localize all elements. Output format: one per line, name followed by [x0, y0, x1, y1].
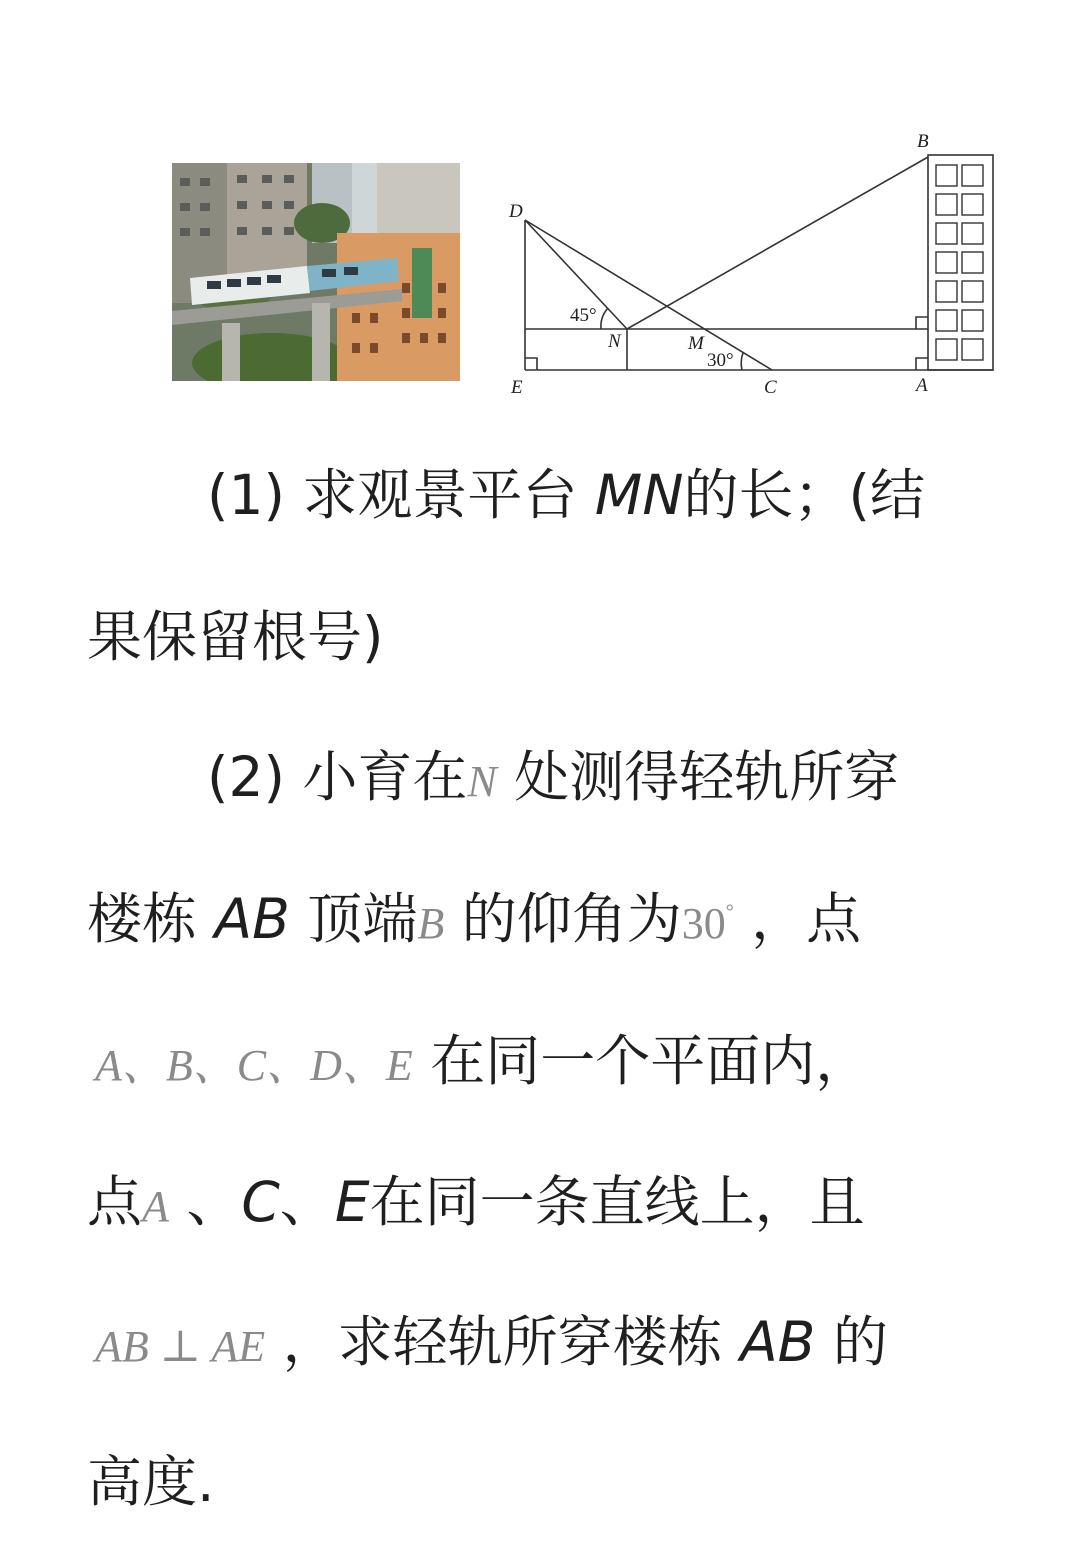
question-2-line-3: [95, 1029, 1080, 1093]
label-point-M: M: [688, 333, 704, 354]
label-point-A: A: [916, 375, 928, 396]
label-point-B: B: [917, 131, 929, 152]
q2-line3-text: 在同一个平面内，: [412, 1029, 871, 1093]
q1-MN: MN: [594, 463, 684, 527]
geometry-diagram: [500, 125, 1020, 405]
label-angle-30: 30°: [707, 350, 734, 371]
q2-line5-a: ，求轻轨所穿楼栋: [265, 1310, 741, 1374]
q2-line4-a: 点: [87, 1170, 143, 1234]
question-2-line-4: [87, 1170, 1080, 1234]
q2-line2-c: 的仰角为: [444, 887, 682, 951]
q2-line2-degree: °: [725, 901, 734, 923]
q2-line2-a: 楼栋: [87, 887, 215, 951]
question-2-line-2: [87, 887, 1080, 951]
label-point-C: C: [764, 377, 777, 398]
q2-line4-d: 在同一条直线上，且: [369, 1170, 865, 1234]
q2-line4-C: C: [241, 1170, 280, 1234]
q2-line4-A: A: [142, 1182, 169, 1231]
label-point-D: D: [509, 201, 523, 222]
q2-line4-c: 、: [279, 1170, 335, 1234]
q2-text: (2) 小育在: [207, 745, 468, 809]
q2-line4-E: E: [334, 1170, 370, 1234]
light-rail-photo-illustration: [172, 163, 460, 381]
q2-line2-AB: AB: [214, 887, 290, 951]
label-angle-45: 45°: [570, 305, 597, 326]
q1-text: (1) 求观景平台: [207, 463, 595, 527]
q1-text-suffix: 的长；(结: [683, 463, 925, 527]
geometry-diagram-svg: [500, 125, 1020, 405]
q2-line4-b: 、: [168, 1170, 242, 1234]
q2-line2-b: 顶端: [289, 887, 418, 951]
label-point-E: E: [511, 377, 523, 398]
q2-point-N: N: [467, 757, 497, 806]
q2-line2-B: B: [417, 899, 445, 948]
question-2-line-6: [87, 1450, 1080, 1514]
q2-line6: 高度.: [87, 1450, 215, 1514]
question-1-line-1: [207, 463, 1080, 527]
q2-text-suffix: 处测得轻轨所穿: [496, 745, 900, 809]
question-1-line-2: [87, 605, 1080, 669]
q1-text-line2: 果保留根号): [87, 605, 384, 669]
q2-line5-b: 的: [815, 1310, 888, 1374]
question-2-line-1: [207, 745, 1080, 809]
label-point-N: N: [608, 331, 621, 352]
question-2-line-5: [95, 1310, 1080, 1374]
light-rail-photo: [172, 163, 460, 381]
q2-line5-AB: AB: [740, 1310, 816, 1374]
q2-line2-angle: 30: [681, 899, 726, 948]
q2-line3-points: A、B、C、D、E: [95, 1041, 413, 1090]
q2-line2-d: ，点: [733, 887, 862, 951]
q2-line5-perp: AB ⊥ AE: [95, 1322, 266, 1371]
